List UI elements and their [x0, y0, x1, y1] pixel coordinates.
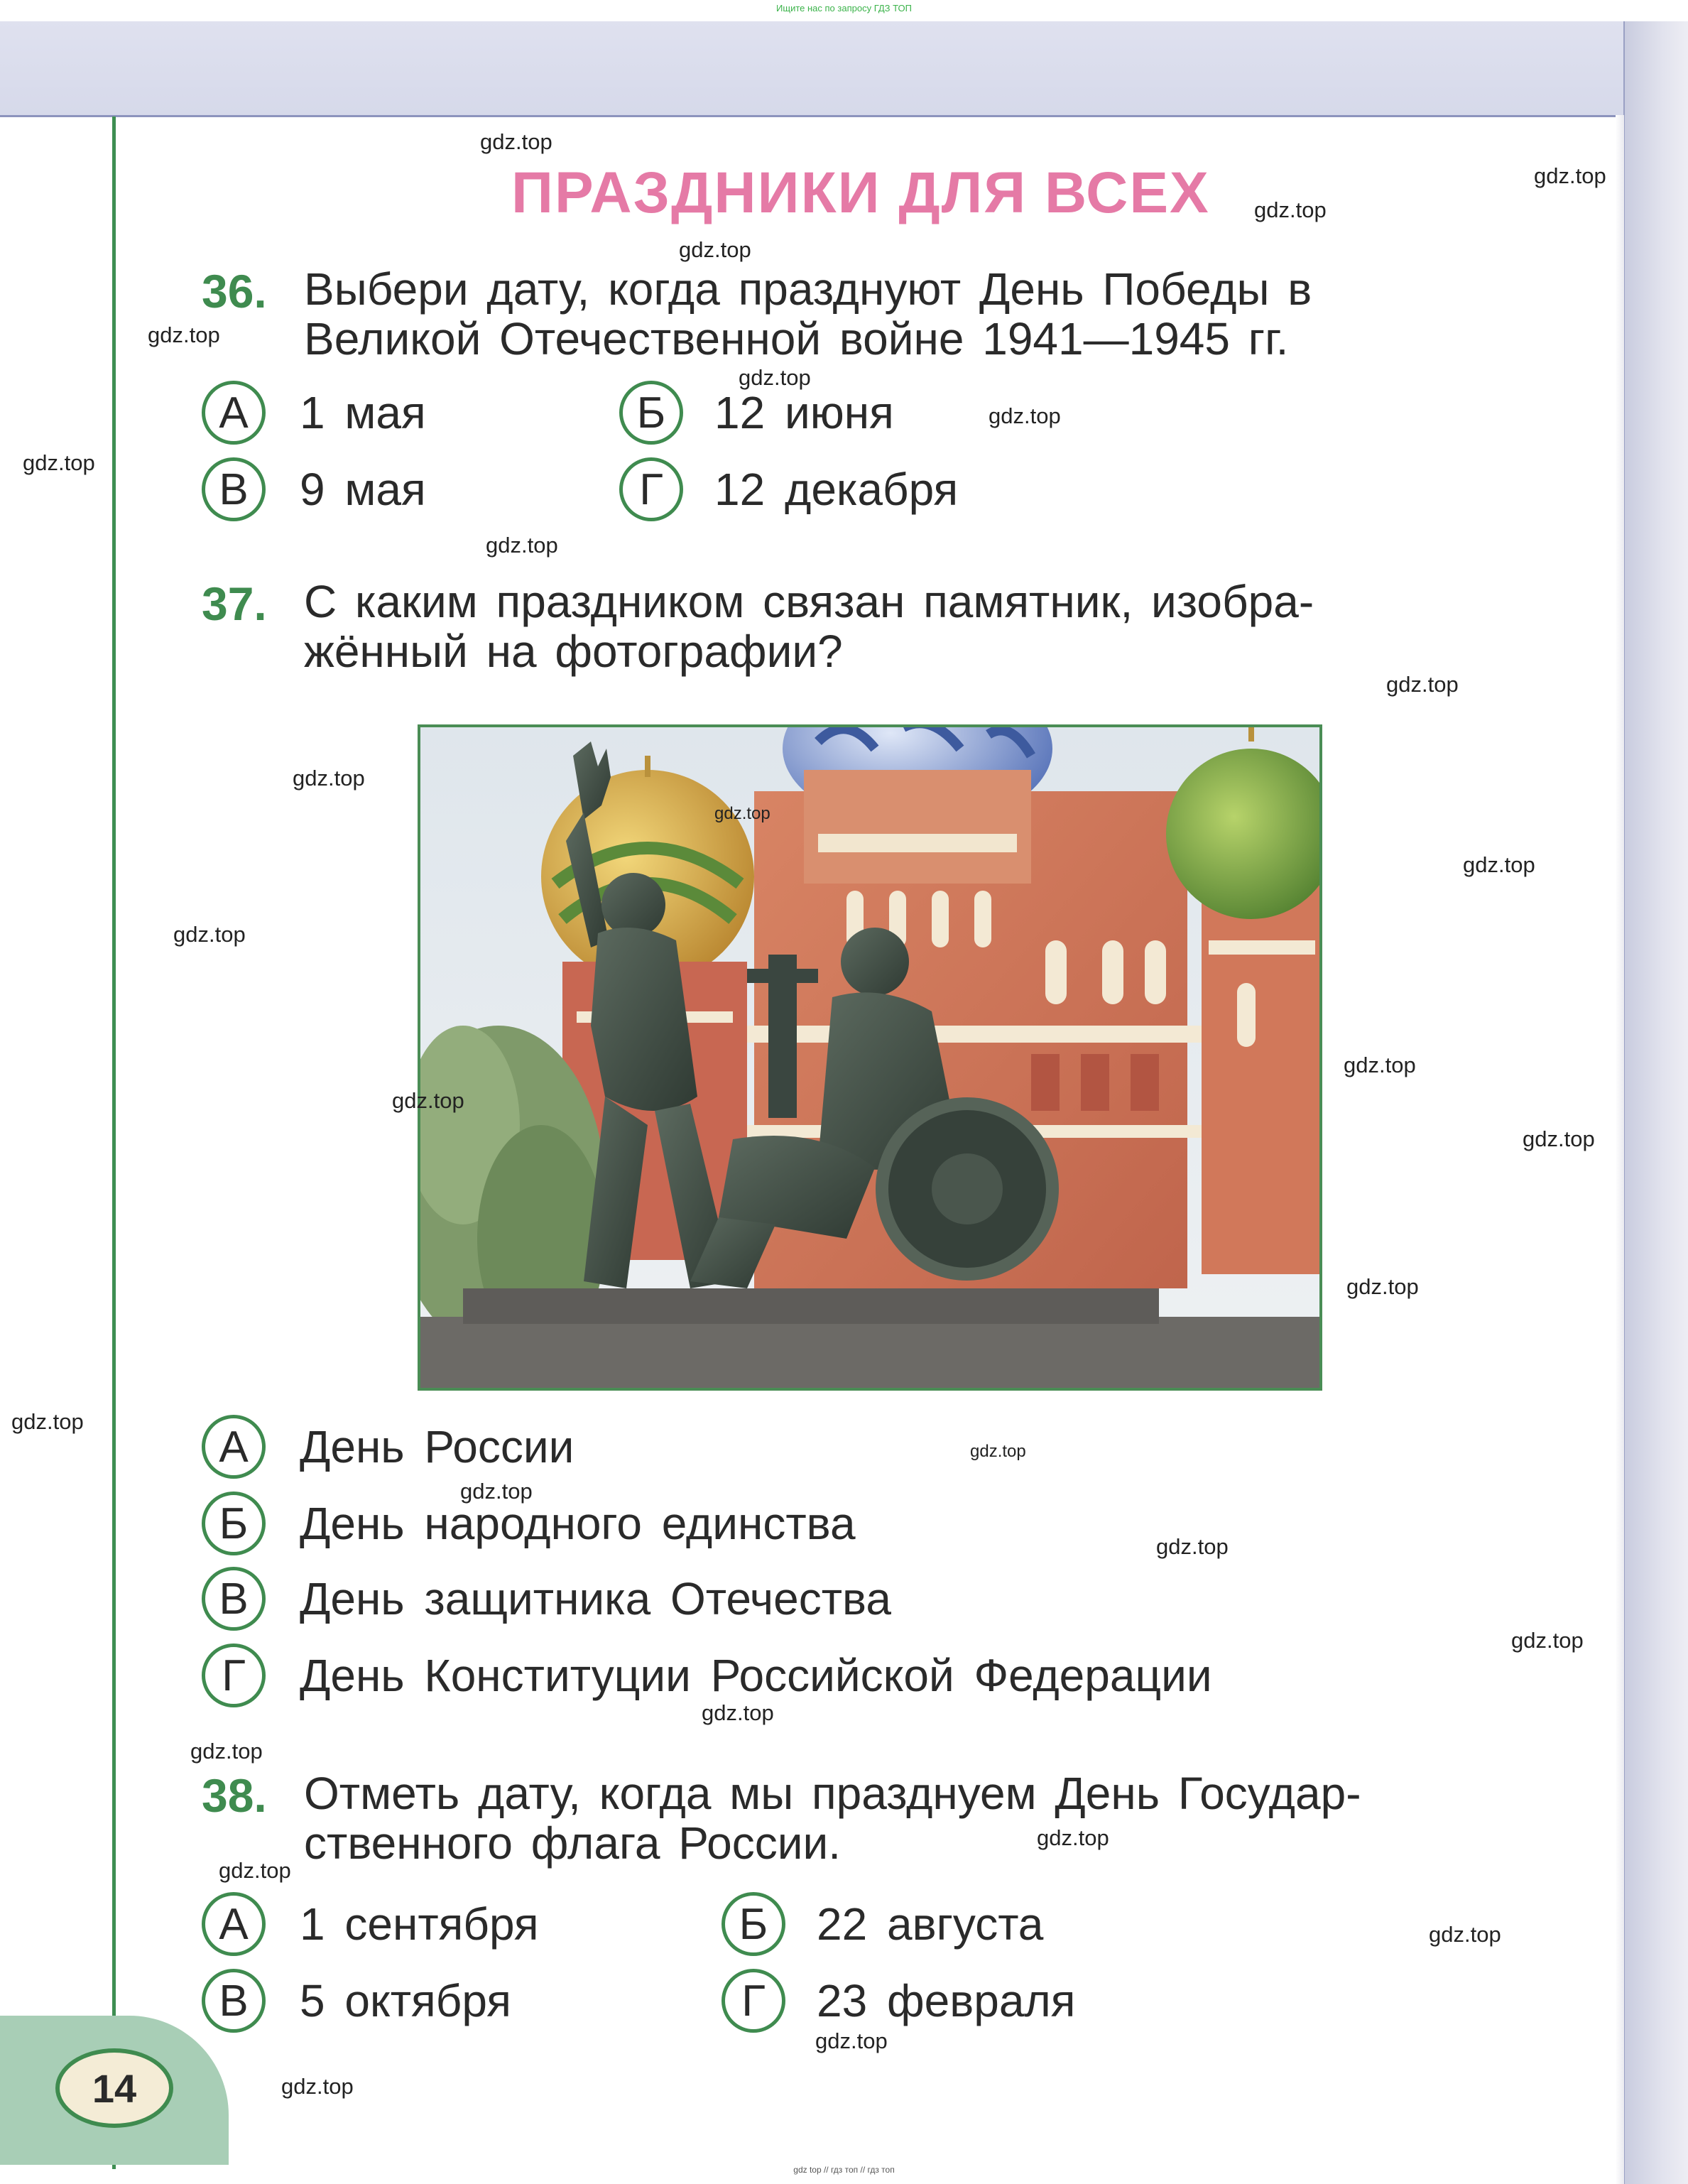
watermark: gdz.top	[148, 322, 220, 347]
watermark: gdz.top	[486, 533, 558, 558]
question-36-number: 36.	[202, 265, 267, 317]
watermark: gdz.top	[679, 237, 751, 262]
top-note: Ищите нас по запросу ГДЗ ТОП	[776, 3, 912, 13]
option-letter-a[interactable]: А	[202, 381, 266, 445]
question-37-option-g[interactable]	[202, 1644, 1212, 1707]
watermark: gdz.top	[460, 1479, 533, 1504]
option-letter-g[interactable]: Г	[202, 1644, 266, 1707]
question-37-option-a[interactable]	[202, 1415, 574, 1479]
page-title: ПРАЗДНИКИ ДЛЯ ВСЕХ	[511, 161, 1210, 225]
watermark: gdz.top	[11, 1409, 84, 1434]
watermark: gdz.top	[173, 922, 246, 947]
question-36-line-1: Выбери дату, когда празднуют День Победы в	[304, 264, 1312, 315]
option-text: День защитника Отечества	[300, 1573, 891, 1624]
watermark: gdz.top	[1037, 1825, 1109, 1850]
question-38-line-1: Отметь дату, когда мы празднуем День Государ-	[304, 1768, 1361, 1819]
question-36-option-g[interactable]	[619, 457, 958, 521]
watermark: gdz.top	[190, 1739, 263, 1764]
question-36-option-v[interactable]	[202, 457, 426, 521]
option-text: 22 августа	[817, 1898, 1044, 1950]
option-letter-v[interactable]: В	[202, 1969, 266, 2033]
page-fold	[1616, 115, 1624, 2184]
option-text: 12 декабря	[714, 464, 959, 515]
watermark: gdz.top	[1463, 852, 1535, 877]
option-letter-b[interactable]: Б	[619, 381, 683, 445]
monument-to-minin-and-pozharsky-icon	[420, 727, 1319, 1388]
option-text: День России	[300, 1421, 575, 1472]
top-band	[0, 21, 1626, 117]
option-letter-a[interactable]: А	[202, 1415, 266, 1479]
bottom-note: gdz top // гдз топ // гдз топ	[793, 2165, 895, 2175]
option-text: День народного единства	[300, 1498, 856, 1549]
watermark: gdz.top	[1429, 1922, 1501, 1947]
option-letter-v[interactable]: В	[202, 457, 266, 521]
watermark: gdz.top	[480, 129, 552, 154]
question-36-option-a[interactable]	[202, 381, 426, 445]
question-37-line-1: С каким праздником связан памятник, изобра-	[304, 576, 1314, 627]
watermark: gdz.top	[1511, 1628, 1584, 1653]
question-37-line-2: жённый на фотографии?	[304, 626, 843, 677]
option-letter-g[interactable]: Г	[619, 457, 683, 521]
watermark: gdz.top	[392, 1088, 464, 1113]
watermark: gdz.top	[1534, 163, 1606, 188]
option-letter-v[interactable]: В	[202, 1567, 266, 1631]
watermark: gdz.top	[1523, 1126, 1595, 1151]
watermark: gdz.top	[714, 804, 771, 823]
watermark: gdz.top	[1386, 672, 1459, 697]
option-text: 1 сентября	[300, 1898, 539, 1950]
option-text: 12 июня	[714, 387, 894, 438]
watermark: gdz.top	[281, 2074, 354, 2099]
watermark: gdz.top	[1254, 197, 1327, 222]
next-page-edge	[1623, 21, 1688, 2184]
question-37-number: 37.	[202, 577, 267, 630]
question-38-option-b[interactable]	[722, 1892, 1043, 1956]
question-38-line-2: ственного флага России.	[304, 1818, 842, 1869]
watermark: gdz.top	[1346, 1274, 1419, 1299]
option-text: 23 февраля	[817, 1975, 1076, 2026]
option-letter-a[interactable]: А	[202, 1892, 266, 1956]
option-text: 5 октября	[300, 1975, 511, 2026]
watermark: gdz.top	[739, 365, 811, 390]
monument-photo	[418, 724, 1322, 1391]
question-38-option-v[interactable]	[202, 1969, 511, 2033]
option-text: 9 мая	[300, 464, 426, 515]
question-38-number: 38.	[202, 1769, 267, 1822]
option-letter-b[interactable]: Б	[202, 1492, 266, 1555]
watermark: gdz.top	[293, 766, 365, 791]
question-38-option-a[interactable]	[202, 1892, 538, 1956]
option-text: 1 мая	[300, 387, 426, 438]
watermark: gdz.top	[219, 1858, 291, 1883]
watermark: gdz.top	[1344, 1053, 1416, 1077]
page-number: 14	[55, 2048, 173, 2128]
question-37-option-v[interactable]	[202, 1567, 891, 1631]
option-text: День Конституции Российской Федерации	[300, 1650, 1212, 1701]
watermark: gdz.top	[1156, 1534, 1229, 1559]
watermark: gdz.top	[815, 2028, 888, 2053]
option-letter-g[interactable]: Г	[722, 1969, 785, 2033]
watermark: gdz.top	[23, 450, 95, 475]
watermark: gdz.top	[702, 1700, 774, 1725]
question-36-line-2: Великой Отечественной войне 1941—1945 гг.	[304, 313, 1289, 364]
question-38-option-g[interactable]	[722, 1969, 1075, 2033]
margin-line	[112, 116, 116, 2169]
watermark: gdz.top	[970, 1442, 1026, 1461]
watermark: gdz.top	[989, 403, 1061, 428]
option-letter-b[interactable]: Б	[722, 1892, 785, 1956]
